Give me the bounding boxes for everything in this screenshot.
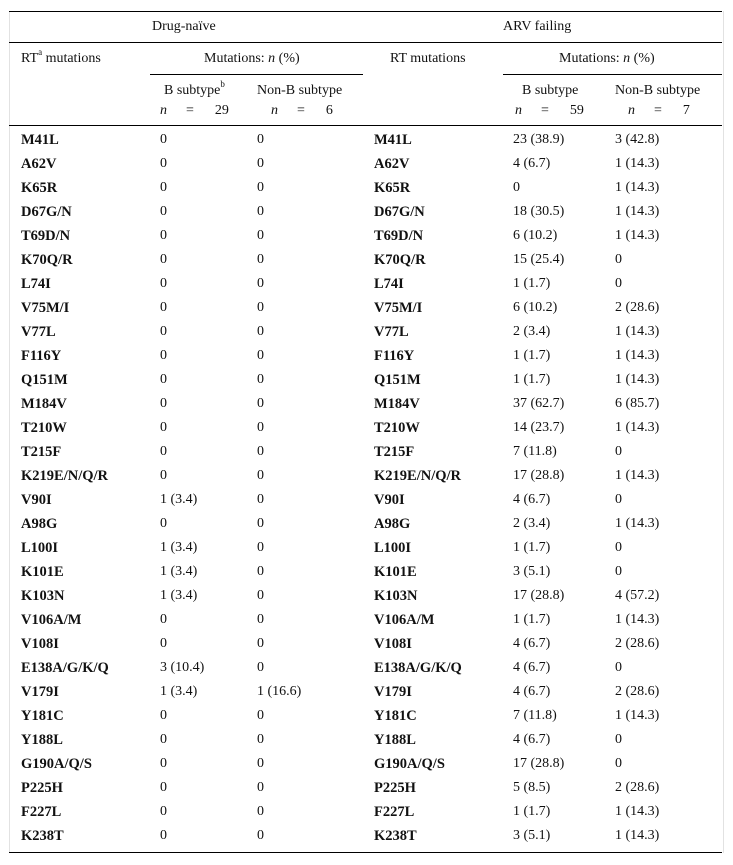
naive-b-value: 0 <box>160 708 167 723</box>
mutation-naive: V75M/I <box>21 300 70 316</box>
naive-b-value: 0 <box>160 516 167 531</box>
naive-b-value: 0 <box>160 780 167 795</box>
failing-b-value: 17 (28.8) <box>513 756 565 771</box>
mutation-failing: K70Q/R <box>374 252 426 268</box>
failing-nonb-value: 1 (14.3) <box>615 204 660 219</box>
mutation-naive: D67G/N <box>21 204 72 220</box>
mutation-naive: V108I <box>21 636 59 652</box>
mutation-naive: L74I <box>21 276 51 292</box>
mutation-naive: M41L <box>21 132 59 148</box>
failing-nonb-value: 0 <box>615 660 622 675</box>
mutation-naive: T215F <box>21 444 62 460</box>
mutation-failing: G190A/Q/S <box>374 756 445 772</box>
failing-b-value: 4 (6.7) <box>513 660 551 675</box>
rt-label: RT <box>21 51 39 66</box>
mutation-naive: P225H <box>21 780 63 796</box>
mutation-failing: T210W <box>374 420 420 436</box>
n-value: 29 <box>214 103 229 118</box>
n-fail-nonb <box>628 103 690 119</box>
naive-b-value: 1 (3.4) <box>160 564 198 579</box>
n-value: 7 <box>682 103 690 118</box>
equals: = <box>541 103 549 118</box>
naive-nonb-value: 0 <box>257 180 264 195</box>
failing-nonb-value: 1 (14.3) <box>615 324 660 339</box>
naive-b-value: 0 <box>160 732 167 747</box>
rt-mutations-header-right: RT mutations <box>390 51 466 66</box>
failing-b-value: 7 (11.8) <box>513 708 557 723</box>
failing-b-value: 0 <box>513 180 520 195</box>
mutation-failing: T215F <box>374 444 415 460</box>
mutation-failing: T69D/N <box>374 228 424 244</box>
naive-nonb-value: 0 <box>257 732 264 747</box>
failing-b-value: 14 (23.7) <box>513 420 565 435</box>
naive-nonb-value: 0 <box>257 516 264 531</box>
naive-b-value: 0 <box>160 396 167 411</box>
equals: = <box>186 103 194 118</box>
failing-nonb-value: 2 (28.6) <box>615 684 660 699</box>
mutation-naive: K101E <box>21 564 64 580</box>
naive-b-value: 3 (10.4) <box>160 660 205 675</box>
mutation-naive: V90I <box>21 492 52 508</box>
failing-nonb-value: 1 (14.3) <box>615 420 660 435</box>
failing-b-value: 37 (62.7) <box>513 396 565 411</box>
failing-b-value: 3 (5.1) <box>513 828 551 843</box>
mutation-naive: F227L <box>21 804 62 820</box>
mutation-failing: V106A/M <box>374 612 435 628</box>
mutation-naive: K65R <box>21 180 58 196</box>
mutation-failing: F116Y <box>374 348 415 364</box>
mutation-naive: V106A/M <box>21 612 82 628</box>
mutation-naive: Y181C <box>21 708 64 724</box>
naive-nonb-value: 0 <box>257 588 264 603</box>
n-symbol: n <box>271 103 278 118</box>
n-symbol: n <box>515 103 522 118</box>
rt-footnote-a: a <box>38 47 43 58</box>
naive-b-value: 0 <box>160 204 167 219</box>
failing-nonb-value: 1 (14.3) <box>615 804 660 819</box>
failing-b-value: 17 (28.8) <box>513 468 565 483</box>
failing-b-value: 4 (6.7) <box>513 636 551 651</box>
failing-nonb-value: 2 (28.6) <box>615 780 660 795</box>
naive-nonb-value: 0 <box>257 780 264 795</box>
failing-b-value: 4 (6.7) <box>513 492 551 507</box>
failing-nonb-value: 4 (57.2) <box>615 588 660 603</box>
rule-sub-right <box>503 74 722 75</box>
mutation-failing: E138A/G/K/Q <box>374 660 462 676</box>
mutation-failing: K103N <box>374 588 418 604</box>
failing-nonb-value: 2 (28.6) <box>615 636 660 651</box>
rule-top <box>9 11 722 12</box>
mutation-failing: K65R <box>374 180 411 196</box>
naive-b-value: 0 <box>160 636 167 651</box>
rule-bottom <box>9 852 722 853</box>
mutation-naive: A98G <box>21 516 58 532</box>
b-subtype-header-left <box>164 79 225 99</box>
mutation-failing: V77L <box>374 324 409 340</box>
naive-b-value: 0 <box>160 828 167 843</box>
naive-b-value: 0 <box>160 420 167 435</box>
failing-b-value: 23 (38.9) <box>513 132 565 147</box>
failing-b-value: 1 (1.7) <box>513 612 551 627</box>
mutation-naive: K103N <box>21 588 65 604</box>
failing-nonb-value: 0 <box>615 276 622 291</box>
naive-nonb-value: 0 <box>257 204 264 219</box>
group-header-drug-naive: Drug-naïve <box>152 19 216 34</box>
naive-nonb-value: 0 <box>257 228 264 243</box>
nonb-subtype-header-right: Non-B subtype <box>615 83 701 98</box>
failing-b-value: 1 (1.7) <box>513 348 551 363</box>
failing-b-value: 7 (11.8) <box>513 444 557 459</box>
naive-nonb-value: 0 <box>257 444 264 459</box>
mutation-naive: K238T <box>21 828 64 844</box>
naive-nonb-value: 0 <box>257 612 264 627</box>
naive-nonb-value: 0 <box>257 492 264 507</box>
failing-b-value: 5 (8.5) <box>513 780 551 795</box>
naive-b-value: 0 <box>160 300 167 315</box>
n-symbol: n <box>628 103 635 118</box>
failing-nonb-value: 0 <box>615 492 622 507</box>
failing-b-value: 18 (30.5) <box>513 204 565 219</box>
mutations-suffix: (%) <box>275 51 300 66</box>
naive-b-value: 0 <box>160 252 167 267</box>
naive-nonb-value: 0 <box>257 636 264 651</box>
naive-nonb-value: 0 <box>257 828 264 843</box>
naive-b-value: 0 <box>160 180 167 195</box>
mutations-n: n <box>268 51 276 66</box>
naive-nonb-value: 0 <box>257 300 264 315</box>
failing-nonb-value: 0 <box>615 444 622 459</box>
mutation-naive: V179I <box>21 684 59 700</box>
naive-b-value: 0 <box>160 324 167 339</box>
rt-label-suffix: mutations <box>42 51 101 66</box>
mutation-failing: V179I <box>374 684 412 700</box>
mutation-failing: V90I <box>374 492 405 508</box>
failing-b-value: 1 (1.7) <box>513 804 551 819</box>
mutation-naive: G190A/Q/S <box>21 756 92 772</box>
naive-nonb-value: 0 <box>257 132 264 147</box>
n-naive-b <box>160 103 229 119</box>
failing-b-value: 2 (3.4) <box>513 516 551 531</box>
mutation-naive: K219E/N/Q/R <box>21 468 109 484</box>
failing-nonb-value: 0 <box>615 252 622 267</box>
naive-b-value: 1 (3.4) <box>160 588 198 603</box>
mutation-naive: A62V <box>21 156 57 172</box>
naive-nonb-value: 0 <box>257 540 264 555</box>
naive-b-value: 1 (3.4) <box>160 684 198 699</box>
mutation-naive: T210W <box>21 420 67 436</box>
naive-nonb-value: 0 <box>257 156 264 171</box>
b-subtype-header-right: B subtype <box>522 83 579 98</box>
mutation-failing: Y188L <box>374 732 416 748</box>
failing-b-value: 17 (28.8) <box>513 588 565 603</box>
failing-b-value: 6 (10.2) <box>513 228 558 243</box>
mutation-failing: K238T <box>374 828 417 844</box>
failing-nonb-value: 1 (14.3) <box>615 180 660 195</box>
mutation-failing: V108I <box>374 636 412 652</box>
n-naive-nonb <box>271 103 333 119</box>
rule-sub-left <box>150 74 363 75</box>
mutation-naive: V77L <box>21 324 56 340</box>
n-symbol: n <box>160 103 167 118</box>
naive-nonb-value: 1 (16.6) <box>257 684 302 699</box>
naive-b-value: 0 <box>160 756 167 771</box>
failing-nonb-value: 1 (14.3) <box>615 828 660 843</box>
mutation-naive: L100I <box>21 540 59 556</box>
naive-nonb-value: 0 <box>257 372 264 387</box>
mutation-failing: A62V <box>374 156 410 172</box>
mutation-failing: M41L <box>374 132 412 148</box>
mutations-suffix: (%) <box>630 51 655 66</box>
failing-nonb-value: 1 (14.3) <box>615 612 660 627</box>
failing-b-value: 2 (3.4) <box>513 324 551 339</box>
failing-nonb-value: 6 (85.7) <box>615 396 660 411</box>
failing-nonb-value: 3 (42.8) <box>615 132 660 147</box>
naive-nonb-value: 0 <box>257 804 264 819</box>
failing-b-value: 3 (5.1) <box>513 564 551 579</box>
rt-mutations-header-left <box>21 47 101 67</box>
mutation-naive: K70Q/R <box>21 252 73 268</box>
failing-nonb-value: 1 (14.3) <box>615 372 660 387</box>
failing-nonb-value: 0 <box>615 564 622 579</box>
mutations-label: Mutations: <box>204 51 269 66</box>
failing-nonb-value: 1 (14.3) <box>615 348 660 363</box>
naive-nonb-value: 0 <box>257 756 264 771</box>
naive-nonb-value: 0 <box>257 420 264 435</box>
mutation-failing: D67G/N <box>374 204 425 220</box>
mutation-naive: F116Y <box>21 348 62 364</box>
b-footnote-b: b <box>220 79 225 90</box>
failing-b-value: 6 (10.2) <box>513 300 558 315</box>
mutation-failing: M184V <box>374 396 420 412</box>
failing-nonb-value: 1 (14.3) <box>615 708 660 723</box>
failing-nonb-value: 1 (14.3) <box>615 468 660 483</box>
failing-b-value: 1 (1.7) <box>513 276 551 291</box>
naive-b-value: 0 <box>160 372 167 387</box>
naive-b-value: 1 (3.4) <box>160 540 198 555</box>
mutation-failing: A98G <box>374 516 411 532</box>
mutation-naive: E138A/G/K/Q <box>21 660 109 676</box>
n-fail-b <box>515 103 584 119</box>
mutation-naive: Q151M <box>21 372 68 388</box>
naive-nonb-value: 0 <box>257 564 264 579</box>
naive-nonb-value: 0 <box>257 324 264 339</box>
mutation-failing: V75M/I <box>374 300 423 316</box>
mutations-header-left <box>204 51 300 67</box>
mutation-failing: Y181C <box>374 708 417 724</box>
mutation-failing: Q151M <box>374 372 421 388</box>
naive-b-value: 0 <box>160 228 167 243</box>
naive-b-value: 0 <box>160 132 167 147</box>
failing-b-value: 4 (6.7) <box>513 684 551 699</box>
group-header-arv-failing: ARV failing <box>503 19 572 34</box>
naive-nonb-value: 0 <box>257 252 264 267</box>
mutations-n: n <box>623 51 631 66</box>
rule-header-bottom <box>9 125 722 126</box>
mutations-label: Mutations: <box>559 51 624 66</box>
mutation-naive: T69D/N <box>21 228 71 244</box>
naive-b-value: 0 <box>160 804 167 819</box>
equals: = <box>654 103 662 118</box>
mutation-failing: L74I <box>374 276 404 292</box>
failing-b-value: 1 (1.7) <box>513 540 551 555</box>
failing-b-value: 4 (6.7) <box>513 156 551 171</box>
naive-nonb-value: 0 <box>257 660 264 675</box>
naive-b-value: 0 <box>160 276 167 291</box>
failing-nonb-value: 1 (14.3) <box>615 156 660 171</box>
naive-b-value: 0 <box>160 348 167 363</box>
naive-b-value: 0 <box>160 612 167 627</box>
naive-b-value: 0 <box>160 156 167 171</box>
b-subtype-label: B subtype <box>164 83 221 98</box>
naive-nonb-value: 0 <box>257 708 264 723</box>
equals: = <box>297 103 305 118</box>
mutation-failing: F227L <box>374 804 415 820</box>
naive-nonb-value: 0 <box>257 396 264 411</box>
mutations-header-right <box>559 51 655 67</box>
n-value: 59 <box>569 103 584 118</box>
mutation-failing: P225H <box>374 780 416 796</box>
naive-nonb-value: 0 <box>257 276 264 291</box>
naive-nonb-value: 0 <box>257 468 264 483</box>
failing-b-value: 4 (6.7) <box>513 732 551 747</box>
failing-nonb-value: 0 <box>615 732 622 747</box>
failing-nonb-value: 1 (14.3) <box>615 516 660 531</box>
naive-b-value: 1 (3.4) <box>160 492 198 507</box>
mutation-failing: K101E <box>374 564 417 580</box>
naive-b-value: 0 <box>160 444 167 459</box>
mutation-failing: K219E/N/Q/R <box>374 468 462 484</box>
failing-nonb-value: 1 (14.3) <box>615 228 660 243</box>
mutation-failing: L100I <box>374 540 412 556</box>
naive-b-value: 0 <box>160 468 167 483</box>
rule-group <box>9 42 722 43</box>
failing-b-value: 15 (25.4) <box>513 252 565 267</box>
mutation-naive: M184V <box>21 396 67 412</box>
naive-nonb-value: 0 <box>257 348 264 363</box>
mutation-naive: Y188L <box>21 732 63 748</box>
failing-nonb-value: 0 <box>615 540 622 555</box>
nonb-subtype-header-left: Non-B subtype <box>257 83 343 98</box>
failing-b-value: 1 (1.7) <box>513 372 551 387</box>
failing-nonb-value: 0 <box>615 756 622 771</box>
n-value: 6 <box>325 103 333 118</box>
failing-nonb-value: 2 (28.6) <box>615 300 660 315</box>
